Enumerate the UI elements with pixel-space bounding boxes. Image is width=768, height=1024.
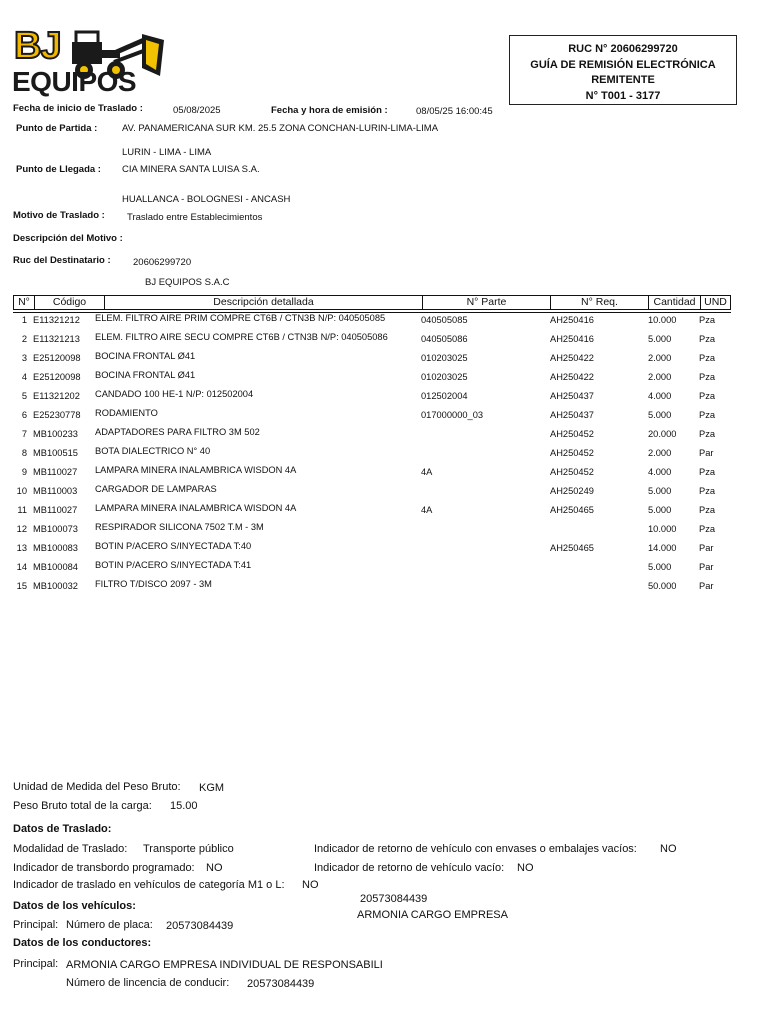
cell-desc: FILTRO T/DISCO 2097 - 3M bbox=[95, 579, 212, 589]
cell-n: 1 bbox=[21, 315, 27, 325]
partida-line1: AV. PANAMERICANA SUR KM. 25.5 ZONA CONCHAN-LURIN-LIMA-LIMA bbox=[122, 123, 439, 134]
col-header-parte: N° Parte bbox=[423, 296, 551, 309]
cell-desc: CARGADOR DE LAMPARAS bbox=[95, 484, 217, 494]
cell-code: MB100084 bbox=[33, 562, 78, 572]
table-row bbox=[0, 408, 768, 427]
table-row bbox=[0, 446, 768, 465]
col-header-n: N° bbox=[14, 296, 35, 309]
llegada-line2: HUALLANCA - BOLOGNESI - ANCASH bbox=[122, 194, 291, 205]
cell-qty: 2.000 bbox=[648, 353, 672, 363]
ruc-header-box bbox=[509, 35, 737, 105]
sender-type: REMITENTE bbox=[591, 74, 655, 86]
table-row bbox=[0, 351, 768, 370]
col-header-und: UND bbox=[704, 296, 727, 308]
retorno-vacio-label: Indicador de retorno de vehículo vacío: bbox=[314, 862, 505, 874]
fecha-inicio-label: Fecha de inicio de Traslado : bbox=[13, 103, 143, 114]
llegada-label: Punto de Llegada : bbox=[16, 164, 101, 175]
cell-qty: 4.000 bbox=[648, 391, 672, 401]
transportista-ruc: 20573084439 bbox=[360, 893, 428, 905]
cell-req: AH250422 bbox=[550, 372, 594, 382]
cell-desc: BOCINA FRONTAL Ø41 bbox=[95, 370, 196, 380]
cell-part: 010203025 bbox=[421, 353, 468, 363]
datos-traslado-heading: Datos de Traslado: bbox=[13, 823, 112, 835]
cell-part: 010203025 bbox=[421, 372, 468, 382]
cell-und: Pza bbox=[699, 391, 716, 401]
cell-qty: 5.000 bbox=[648, 334, 672, 344]
cell-code: E25230778 bbox=[33, 410, 81, 420]
categoria-value: NO bbox=[302, 879, 319, 891]
cell-req: AH250416 bbox=[550, 334, 594, 344]
cell-und: Par bbox=[699, 581, 714, 591]
cell-code: MB100233 bbox=[33, 429, 78, 439]
logo-equipos-text: EQUIPOS bbox=[12, 66, 137, 97]
cell-desc: BOTIN P/ACERO S/INYECTADA T:41 bbox=[95, 560, 252, 570]
ruc-destinatario-label: Ruc del Destinatario : bbox=[13, 255, 111, 266]
table-row bbox=[0, 484, 768, 503]
motivo-value: Traslado entre Establecimientos bbox=[127, 212, 263, 223]
cell-req: AH250465 bbox=[550, 543, 594, 553]
cell-desc: ELEM. FILTRO AIRE SECU COMPRE CT6B / CTN3B N/P: 040505086 bbox=[95, 332, 388, 342]
vehiculo-principal-label: Principal: bbox=[13, 919, 59, 931]
cell-n: 13 bbox=[16, 543, 27, 553]
table-row bbox=[0, 541, 768, 560]
partida-line2: LURIN - LIMA - LIMA bbox=[122, 147, 212, 158]
col-header-req: N° Req. bbox=[551, 296, 649, 309]
cell-req: AH250452 bbox=[550, 429, 594, 439]
document-number: N° T001 - 3177 bbox=[585, 89, 661, 102]
cell-n: 7 bbox=[21, 429, 27, 439]
cell-qty: 5.000 bbox=[648, 410, 672, 420]
cell-desc: ELEM. FILTRO AIRE PRIM COMPRE CT6B / CTN3B N/P: 040505085 bbox=[95, 313, 386, 323]
licencia-label: Número de lincencia de conducir: bbox=[66, 977, 230, 989]
cell-und: Pza bbox=[699, 505, 716, 515]
fecha-inicio-value: 05/08/2025 bbox=[173, 105, 221, 116]
cell-qty: 14.000 bbox=[648, 543, 677, 553]
cell-code: MB100083 bbox=[33, 543, 78, 553]
cell-code: MB100073 bbox=[33, 524, 78, 534]
transbordo-label: Indicador de transbordo programado: bbox=[13, 862, 195, 874]
destinatario-name: BJ EQUIPOS S.A.C bbox=[145, 277, 230, 288]
cell-und: Pza bbox=[699, 372, 716, 382]
ruc-number: RUC N° 20606299720 bbox=[568, 43, 678, 55]
cell-part: 4A bbox=[421, 467, 433, 477]
cell-code: MB110027 bbox=[33, 467, 78, 477]
cell-req: AH250465 bbox=[550, 505, 594, 515]
cell-desc: BOCINA FRONTAL Ø41 bbox=[95, 351, 196, 361]
cell-desc: ADAPTADORES PARA FILTRO 3M 502 bbox=[95, 427, 260, 437]
cell-n: 10 bbox=[16, 486, 27, 496]
cell-desc: LAMPARA MINERA INALAMBRICA WISDON 4A bbox=[95, 465, 297, 475]
cell-req: AH250437 bbox=[550, 410, 594, 420]
transportista-name: ARMONIA CARGO EMPRESA bbox=[357, 909, 508, 921]
col-header-descripcion: Descripción detallada bbox=[105, 296, 423, 309]
llegada-line1: CIA MINERA SANTA LUISA S.A. bbox=[122, 164, 260, 175]
desc-motivo-label: Descripción del Motivo : bbox=[13, 233, 123, 244]
cell-n: 14 bbox=[16, 562, 27, 572]
modalidad-value: Transporte público bbox=[143, 843, 234, 855]
cell-req: AH250422 bbox=[550, 353, 594, 363]
datos-vehiculos-heading: Datos de los vehículos: bbox=[13, 900, 136, 912]
cell-req: AH250437 bbox=[550, 391, 594, 401]
cell-n: 15 bbox=[16, 581, 27, 591]
cell-n: 3 bbox=[21, 353, 27, 363]
cell-desc: RESPIRADOR SILICONA 7502 T.M - 3M bbox=[95, 522, 264, 532]
cell-desc: CANDADO 100 HE-1 N/P: 012502004 bbox=[95, 389, 254, 399]
cell-qty: 5.000 bbox=[648, 505, 672, 515]
cell-desc: BOTA DIALECTRICO N° 40 bbox=[95, 446, 211, 456]
cell-n: 4 bbox=[21, 372, 27, 382]
logo-bj-text: BJ bbox=[14, 25, 61, 67]
cell-code: MB100032 bbox=[33, 581, 78, 591]
retorno-envases-label: Indicador de retorno de vehículo con envases o embalajes vacíos: bbox=[314, 843, 637, 855]
cell-code: E11321202 bbox=[33, 391, 80, 401]
cell-qty: 20.000 bbox=[648, 429, 677, 439]
cell-req: AH250416 bbox=[550, 315, 594, 325]
cell-und: Pza bbox=[699, 353, 716, 363]
cell-n: 6 bbox=[21, 410, 27, 420]
cell-und: Pza bbox=[699, 486, 716, 496]
categoria-label: Indicador de traslado en vehículos de categoría M1 o L: bbox=[13, 879, 285, 891]
cell-qty: 4.000 bbox=[648, 467, 672, 477]
transbordo-value: NO bbox=[206, 862, 223, 874]
cell-qty: 10.000 bbox=[648, 524, 677, 534]
cell-n: 9 bbox=[21, 467, 27, 477]
placa-label: Número de placa: bbox=[66, 919, 153, 931]
document-type: GUÍA DE REMISIÓN ELECTRÓNICA bbox=[530, 58, 716, 71]
fecha-emision-label: Fecha y hora de emisión : bbox=[271, 105, 388, 116]
placa-value: 20573084439 bbox=[166, 920, 234, 932]
unidad-value: KGM bbox=[199, 782, 225, 794]
table-row bbox=[0, 370, 768, 389]
table-row bbox=[0, 427, 768, 446]
cell-desc: LAMPARA MINERA INALAMBRICA WISDON 4A bbox=[95, 503, 297, 513]
unidad-label: Unidad de Medida del Peso Bruto: bbox=[13, 781, 181, 793]
cell-code: MB110027 bbox=[33, 505, 78, 515]
retorno-envases-value: NO bbox=[660, 843, 677, 855]
cell-code: E25120098 bbox=[33, 372, 81, 382]
cell-und: Pza bbox=[699, 524, 716, 534]
cell-und: Pza bbox=[699, 429, 716, 439]
ruc-destinatario-value: 20606299720 bbox=[133, 257, 192, 268]
conductor-principal-label: Principal: bbox=[13, 958, 59, 970]
motivo-label: Motivo de Traslado : bbox=[13, 210, 105, 221]
cell-n: 2 bbox=[21, 334, 27, 344]
items-table-header bbox=[13, 295, 731, 310]
retorno-vacio-value: NO bbox=[517, 862, 534, 874]
cell-req: AH250452 bbox=[550, 448, 594, 458]
cell-code: MB100515 bbox=[33, 448, 78, 458]
peso-value: 15.00 bbox=[170, 800, 198, 812]
table-row bbox=[0, 332, 768, 351]
cell-n: 8 bbox=[21, 448, 27, 458]
cell-part: 040505086 bbox=[421, 334, 468, 344]
cell-qty: 5.000 bbox=[648, 562, 672, 572]
table-row bbox=[0, 579, 768, 598]
cell-code: E25120098 bbox=[33, 353, 81, 363]
cell-part: 4A bbox=[421, 505, 433, 515]
cell-code: MB110003 bbox=[33, 486, 78, 496]
cell-req: AH250452 bbox=[550, 467, 594, 477]
cell-und: Pza bbox=[699, 334, 716, 344]
cell-qty: 50.000 bbox=[648, 581, 677, 591]
col-header-cantidad: Cantidad bbox=[649, 296, 701, 309]
table-row bbox=[0, 522, 768, 541]
cell-part: 012502004 bbox=[421, 391, 468, 401]
cell-part: 017000000_03 bbox=[421, 410, 484, 420]
conductor-name: ARMONIA CARGO EMPRESA INDIVIDUAL DE RESPONSABILI bbox=[66, 959, 383, 971]
cell-qty: 2.000 bbox=[648, 372, 672, 382]
cell-req: AH250249 bbox=[550, 486, 594, 496]
cell-part: 040505085 bbox=[421, 315, 468, 325]
cell-und: Pza bbox=[699, 410, 716, 420]
peso-label: Peso Bruto total de la carga: bbox=[13, 800, 152, 812]
cell-und: Par bbox=[699, 448, 714, 458]
cell-n: 12 bbox=[16, 524, 27, 534]
cell-und: Pza bbox=[699, 467, 716, 477]
table-row bbox=[0, 389, 768, 408]
cell-qty: 10.000 bbox=[648, 315, 677, 325]
company-logo bbox=[12, 25, 167, 100]
partida-label: Punto de Partida : bbox=[16, 123, 98, 134]
cell-code: E11321212 bbox=[33, 315, 80, 325]
cell-und: Par bbox=[699, 543, 714, 553]
cell-n: 11 bbox=[17, 505, 27, 515]
table-row bbox=[0, 313, 768, 332]
col-header-codigo: Código bbox=[35, 296, 105, 309]
cell-qty: 5.000 bbox=[648, 486, 672, 496]
table-row bbox=[0, 465, 768, 484]
cell-code: E11321213 bbox=[33, 334, 80, 344]
licencia-value: 20573084439 bbox=[247, 978, 315, 990]
cell-qty: 2.000 bbox=[648, 448, 672, 458]
cell-und: Par bbox=[699, 562, 714, 572]
table-row bbox=[0, 560, 768, 579]
fecha-emision-value: 08/05/25 16:00:45 bbox=[416, 106, 493, 117]
cell-desc: RODAMIENTO bbox=[95, 408, 158, 418]
cell-und: Pza bbox=[699, 315, 716, 325]
datos-conductores-heading: Datos de los conductores: bbox=[13, 937, 152, 949]
cell-n: 5 bbox=[21, 391, 27, 401]
cell-desc: BOTIN P/ACERO S/INYECTADA T:40 bbox=[95, 541, 252, 551]
modalidad-label: Modalidad de Traslado: bbox=[13, 843, 128, 855]
table-row bbox=[0, 503, 768, 522]
